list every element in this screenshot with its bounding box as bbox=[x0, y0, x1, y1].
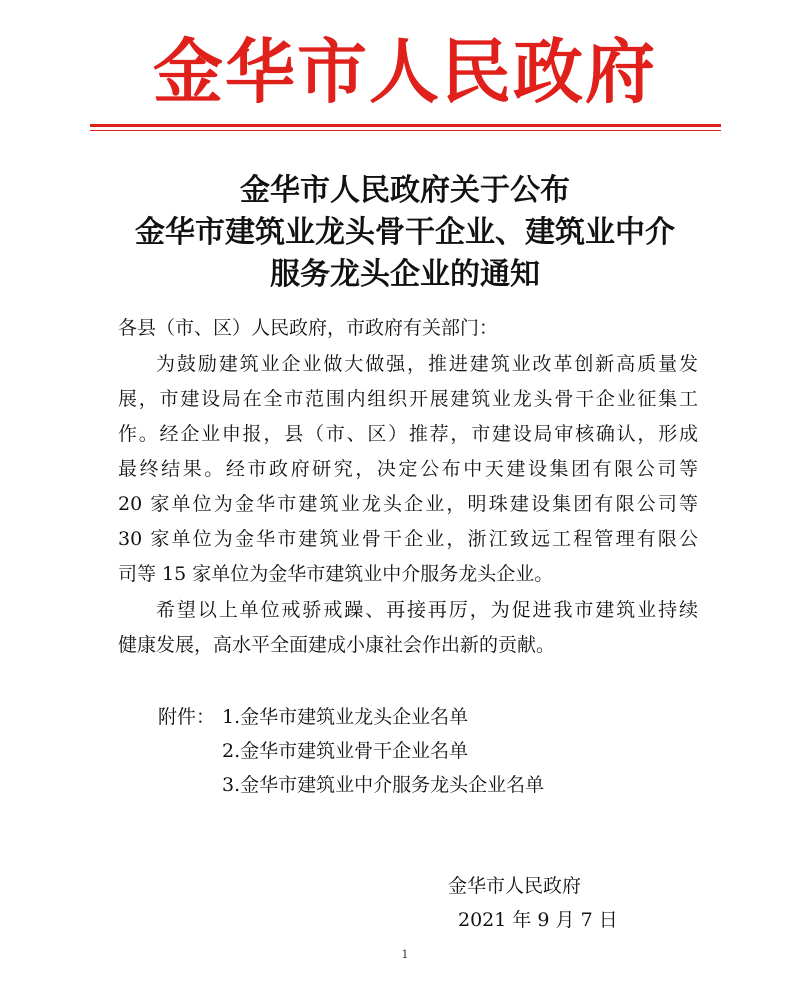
page-number: 1 bbox=[401, 948, 409, 961]
red-separator-thin bbox=[90, 130, 721, 131]
paragraph-line: 健康发展，高水平全面建成小康社会作出新的贡献。 bbox=[118, 634, 556, 656]
issuing-authority-header: 金华市人民政府 bbox=[153, 30, 657, 113]
paragraph-line: 最终结果。经市政府研究，决定公布中天建设集团有限公司等 bbox=[118, 458, 698, 480]
signature-date: 2021 年 9 月 7 日 bbox=[458, 909, 618, 931]
attachment-item: 1.金华市建筑业龙头企业名单 bbox=[222, 706, 469, 728]
notice-title-line: 金华市人民政府关于公布 bbox=[240, 173, 570, 208]
red-separator-thick bbox=[90, 124, 721, 127]
attachment-item: 2.金华市建筑业骨干企业名单 bbox=[222, 740, 469, 762]
paragraph-line: 希望以上单位戒骄戒躁、再接再厉，为促进我市建筑业持续 bbox=[156, 599, 698, 621]
paragraph-line: 作。经企业申报，县（市、区）推荐，市建设局审核确认，形成 bbox=[118, 423, 698, 445]
paragraph-line: 展，市建设局在全市范围内组织开展建筑业龙头骨干企业征集工 bbox=[118, 388, 698, 410]
attachment-item: 3.金华市建筑业中介服务龙头企业名单 bbox=[222, 774, 545, 796]
salutation: 各县（市、区）人民政府，市政府有关部门： bbox=[118, 317, 499, 339]
attachments-label: 附件： bbox=[158, 706, 216, 728]
paragraph-line: 20 家单位为金华市建筑业龙头企业，明珠建设集团有限公司等 bbox=[118, 493, 698, 515]
paragraph-line: 为鼓励建筑业企业做大做强，推进建筑业改革创新高质量发 bbox=[156, 353, 698, 375]
notice-title bbox=[0, 170, 810, 296]
notice-title-line: 服务龙头企业的通知 bbox=[270, 257, 540, 292]
paragraph-line: 司等 15 家单位为金华市建筑业中介服务龙头企业。 bbox=[118, 563, 554, 585]
notice-title-line: 金华市建筑业龙头骨干企业、建筑业中介 bbox=[135, 215, 675, 250]
paragraph-line: 30 家单位为金华市建筑业骨干企业，浙江致远工程管理有限公 bbox=[118, 528, 698, 550]
signature-org: 金华市人民政府 bbox=[448, 875, 582, 897]
